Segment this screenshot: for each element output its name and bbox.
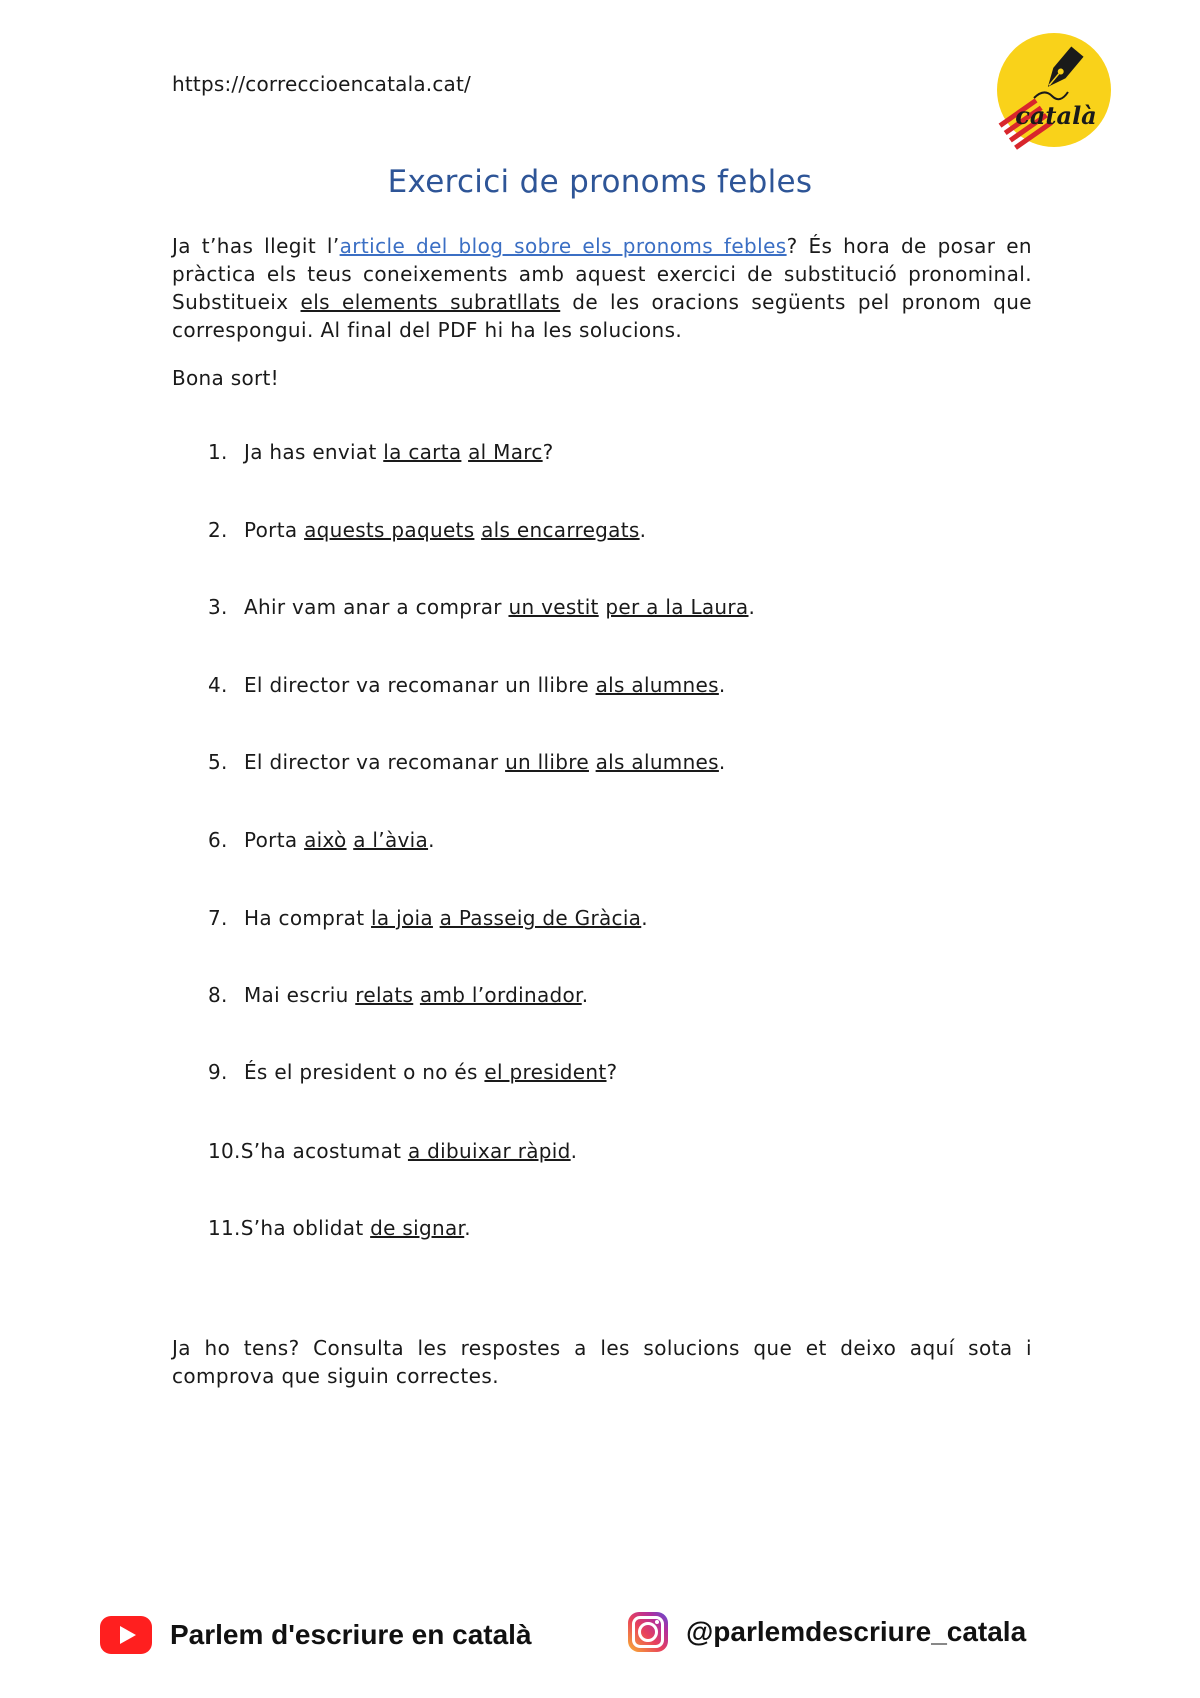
exercise-text: ? [542,440,554,464]
underlined-element: un vestit [508,595,599,619]
logo-text: català [1015,101,1097,130]
instagram-label: @parlemdescriure_catala [686,1616,1027,1647]
exercise-number: 1. [208,440,228,464]
exercise-text [413,983,420,1007]
exercise-item [208,1060,617,1084]
exercise-text: ? [606,1060,618,1084]
instagram-icon [628,1612,668,1652]
underlined-element: als alumnes [595,673,719,697]
intro-paragraph [172,232,1032,344]
exercise-number: 3. [208,595,228,619]
underlined-element: als encarregats [481,518,640,542]
underlined-element: amb l’ordinador [419,983,582,1007]
underlined-element: a l’àvia [353,828,429,852]
underlined-element: un llibre [505,750,589,774]
exercise-text: . [641,906,648,930]
blog-article-link[interactable]: article del blog sobre els pronoms febles [339,234,787,258]
exercise-item [208,440,554,464]
underlined-element: al Marc [468,440,543,464]
exercise-text: . [570,1139,578,1163]
outro-paragraph: Ja ho tens? Consulta les respostes a les solucions que et deixo aquí sota i comprova que siguin correctes. [172,1336,1032,1388]
exercise-number: 5. [208,750,228,774]
exercise-item [208,828,435,852]
exercise-text: Porta [244,828,305,852]
exercise-text: . [639,518,647,542]
underlined-element: això [304,828,347,852]
exercise-text: S’ha acostumat [240,1139,408,1163]
exercise-text: Mai escriu [244,983,356,1007]
page-title: Exercici de pronoms febles [387,164,813,200]
exercise-number: 9. [208,1060,228,1084]
exercise-item [208,750,726,774]
exercise-text: El director va recomanar un llibre [244,673,596,697]
exercise-text: . [428,828,435,852]
underlined-element: relats [355,983,414,1007]
exercise-text: S’ha oblidat [240,1216,371,1240]
exercise-item [208,1216,471,1240]
exercise-number: 8. [208,983,228,1007]
exercise-text: És el president o no és [244,1060,485,1084]
header-url[interactable]: https://correccioencatala.cat/ [172,72,471,96]
catala-logo [994,30,1114,150]
footer-instagram[interactable] [628,1612,1026,1652]
exercise-text: . [718,750,726,774]
exercise-text [589,750,596,774]
exercise-item [208,673,726,697]
exercise-text [433,906,440,930]
youtube-icon [100,1616,152,1654]
underlined-element: a dibuixar ràpid [407,1139,571,1163]
exercise-text: . [718,673,726,697]
footer-youtube[interactable] [100,1616,532,1654]
exercise-text: . [748,595,756,619]
exercise-number: 6. [208,828,228,852]
exercise-text: El director va recomanar [244,750,506,774]
underlined-element: per a la Laura [605,595,749,619]
exercise-text: Porta [244,518,305,542]
exercise-item [208,983,588,1007]
underlined-element: la carta [383,440,462,464]
exercise-text: . [581,983,589,1007]
exercise-item [208,906,648,930]
exercise-item [208,1139,577,1163]
underlined-element: de signar [370,1216,465,1240]
intro-text-a: Ja t’has llegit l’ [172,234,340,258]
exercise-item [208,518,646,542]
exercise-text: Ha comprat [244,906,372,930]
exercise-number: 4. [208,673,228,697]
underlined-element: als alumnes [595,750,719,774]
exercise-number: 10. [208,1139,241,1163]
underlined-element: el president [484,1060,607,1084]
exercise-text: Ahir vam anar a comprar [244,595,509,619]
intro-underlined: els elements subratllats [300,290,561,314]
exercise-number: 11. [208,1216,241,1240]
exercise-text: Ja has enviat [244,440,384,464]
intro-text-c: de les oracions següents pel pronom que correspongui. Al final del PDF hi ha les solucions. [172,290,1033,342]
exercise-number: 7. [208,906,228,930]
underlined-element: aquests paquets [304,518,475,542]
exercise-item [208,595,755,619]
exercise-number: 2. [208,518,228,542]
underlined-element: la joia [371,906,433,930]
exercise-text: . [464,1216,471,1240]
intro-text-b: ? És hora de posar en pràctica els teus coneixements amb aquest exercici de substitució pronominal. Substitueix [172,234,1033,314]
underlined-element: a Passeig de Gràcia [439,906,642,930]
bona-sort-text: Bona sort! [172,366,279,390]
youtube-label: Parlem d'escriure en català [170,1619,532,1650]
